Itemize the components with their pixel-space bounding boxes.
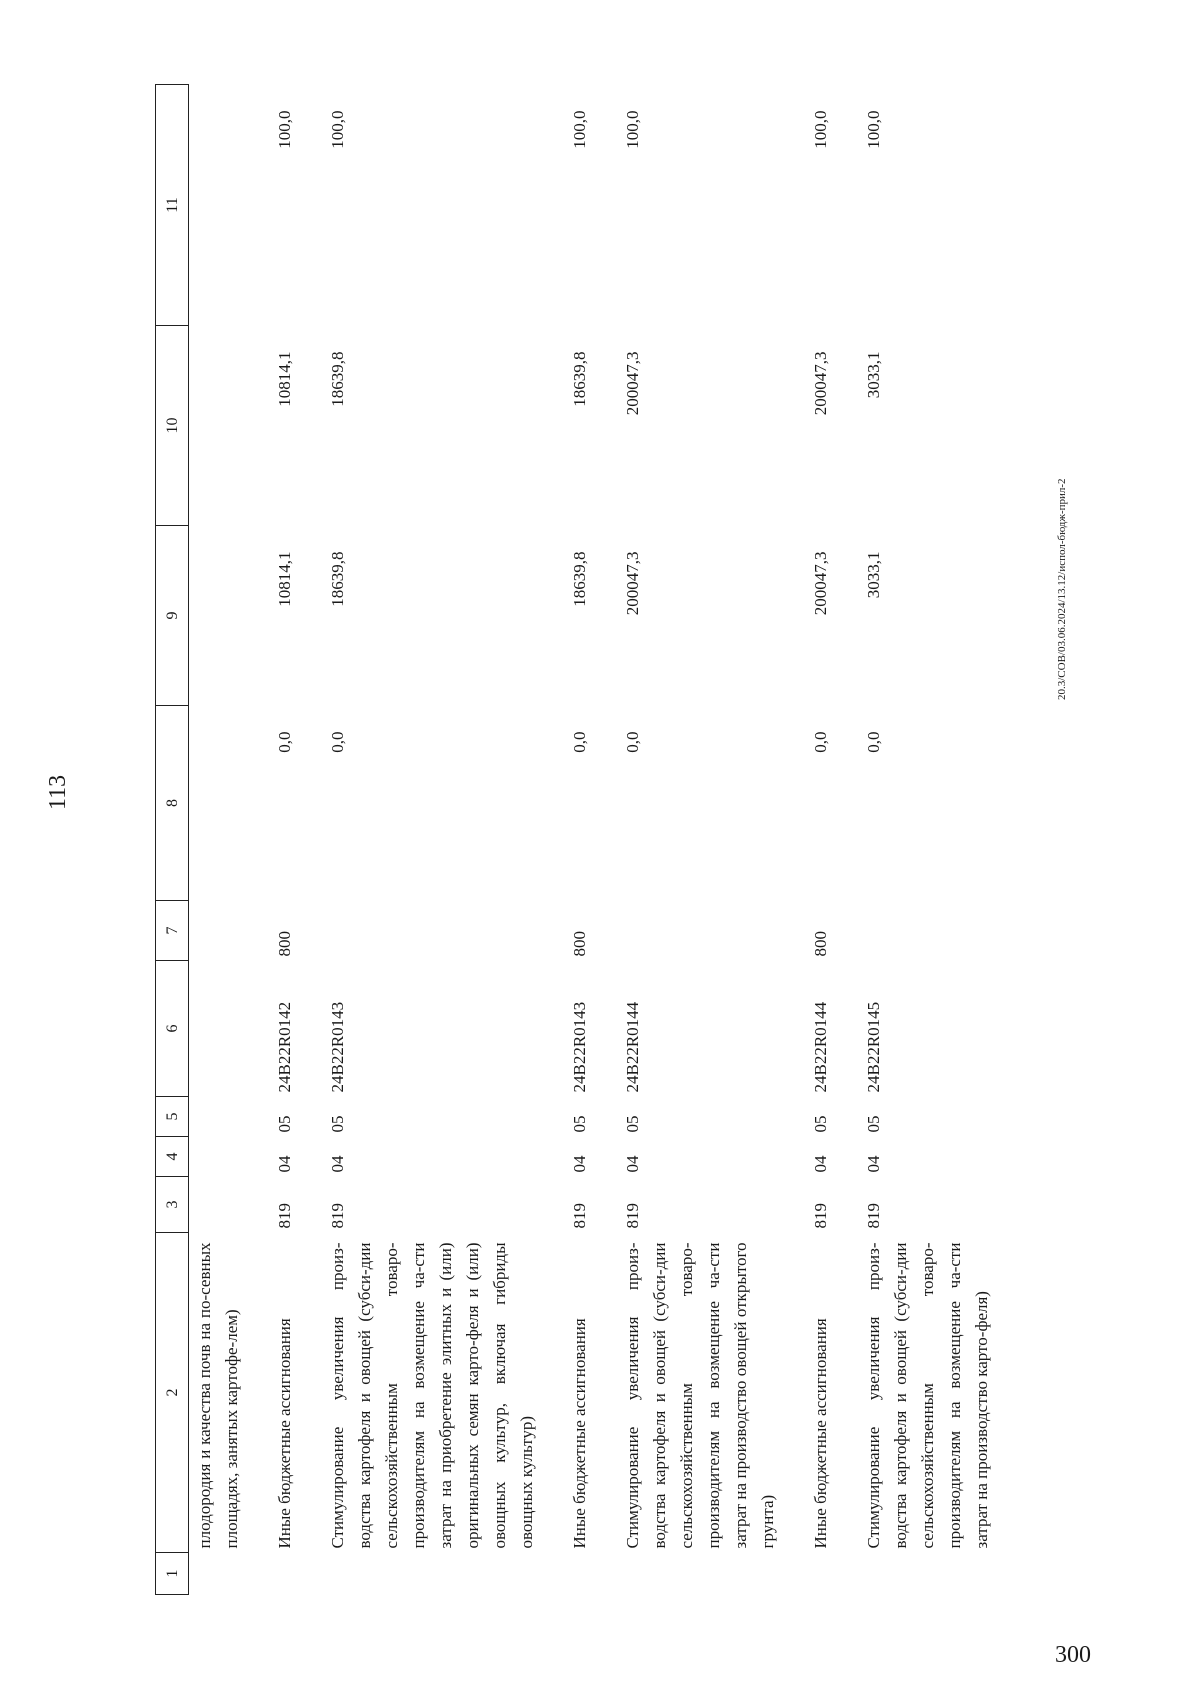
cell-pr: 05: [570, 1115, 589, 1133]
rotated-page: [45, 55, 1055, 1595]
cell-vr: [324, 901, 540, 961]
sheet-number: 300: [1055, 1642, 1091, 1668]
cell-gr: 819: [328, 1203, 347, 1229]
cell-rz: 04: [275, 1155, 294, 1173]
col-header-9: 9: [156, 526, 189, 706]
cell-vr: 800: [811, 931, 830, 957]
cell-rz: 04: [623, 1155, 642, 1173]
table-row: [860, 85, 995, 1595]
table-row: [619, 85, 781, 1595]
cell-rz: 04: [864, 1155, 883, 1173]
cell-value-9: 200047,3: [623, 551, 642, 616]
cell-vr: [619, 901, 781, 961]
cell-value-9: 200047,3: [811, 551, 830, 616]
cell-pr: 05: [811, 1115, 830, 1133]
col-header-3: 3: [156, 1177, 189, 1233]
row-description: Стимулирование увеличения произ-водства картофеля и овощей (субси-дии сельскохозяйственным товаро-производителям на возмещение ча-сти затрат на производство карто-феля): [864, 1242, 991, 1549]
col-header-11: 11: [156, 85, 189, 326]
cell-value-10: 18639,8: [328, 351, 347, 407]
row-description: Иные бюджетные ассигнования: [275, 1318, 294, 1549]
cell-gr: 819: [864, 1203, 883, 1229]
cell-rz: 04: [811, 1155, 830, 1173]
cell-pr: 05: [623, 1115, 642, 1133]
cell-csr: 24В22R0143: [570, 1001, 589, 1093]
cell-vr: 800: [275, 931, 294, 957]
cell-value-8: 0,0: [328, 731, 347, 753]
cell-value-11: 100,0: [864, 110, 883, 149]
col-header-2: 2: [156, 1233, 189, 1553]
cell-value-8: 0,0: [864, 731, 883, 753]
cell-pr: 05: [275, 1115, 294, 1133]
row-description: Иные бюджетные ассигнования: [811, 1318, 830, 1549]
cell-value-10: 200047,3: [623, 351, 642, 416]
cell-gr: 819: [275, 1203, 294, 1229]
cell-gr: 819: [570, 1203, 589, 1229]
table-row: [324, 85, 540, 1595]
table-row: [271, 85, 298, 1595]
col-header-1: 1: [156, 1553, 189, 1595]
cell-vr: 800: [570, 931, 589, 957]
cell-csr: 24В22R0143: [328, 1001, 347, 1093]
cell-value-11: 100,0: [623, 110, 642, 149]
row-description: Иные бюджетные ассигнования: [570, 1318, 589, 1549]
col-header-8: 8: [156, 706, 189, 901]
cell-value-11: 100,0: [275, 110, 294, 149]
header-row: [156, 85, 189, 1595]
cell-value-9: 3033,1: [864, 551, 883, 599]
row-description: плодородия и качества почв на по-севных площадях, занятых картофе-лем): [195, 1242, 241, 1549]
cell-value-9: 10814,1: [275, 551, 294, 607]
row-description: Стимулирование увеличения произ-водства картофеля и овощей (субси-дии сельскохозяйственным товаро-производителям на возмещение ча-сти затрат на производство овощей открытого грунта): [623, 1242, 777, 1549]
cell-csr: 24В22R0144: [811, 1001, 830, 1093]
cell-vr: [860, 901, 995, 961]
col-header-7: 7: [156, 901, 189, 961]
cell-value-8: 0,0: [570, 731, 589, 753]
cell-value-8: 0,0: [275, 731, 294, 753]
cell-csr: 24В22R0144: [623, 1001, 642, 1093]
cell-gr: 819: [623, 1203, 642, 1229]
cell-value-11: 100,0: [328, 110, 347, 149]
budget-table: [155, 84, 995, 1595]
cell-value-11: 100,0: [570, 110, 589, 149]
cell-value-11: 100,0: [811, 110, 830, 149]
cell-rz: 04: [328, 1155, 347, 1173]
cell-value-10: 18639,8: [570, 351, 589, 407]
col-header-10: 10: [156, 326, 189, 526]
cell-rz: 04: [570, 1155, 589, 1173]
row-description: Стимулирование увеличения произ-водства картофеля и овощей (субси-дии сельскохозяйственным товаро-производителям на возмещение ча-сти затрат на приобретение элитных и (или) оригинальных семян карто-феля и (или) овощных культур, включая гибриды овощных культур): [328, 1242, 536, 1549]
table-row: [566, 85, 593, 1595]
cell-value-10: 3033,1: [864, 351, 883, 399]
cell-value-10: 10814,1: [275, 351, 294, 407]
cell-csr: 24В22R0145: [864, 1001, 883, 1093]
cell-value-8: 0,0: [811, 731, 830, 753]
table-row: [807, 85, 834, 1595]
page-number: 113: [45, 774, 71, 810]
cell-value-9: 18639,8: [328, 551, 347, 607]
cell-value-9: 18639,8: [570, 551, 589, 607]
cell-value-8: 0,0: [623, 731, 642, 753]
col-header-6: 6: [156, 961, 189, 1097]
col-header-4: 4: [156, 1137, 189, 1177]
col-header-5: 5: [156, 1097, 189, 1137]
cell-gr: 819: [811, 1203, 830, 1229]
cell-pr: 05: [864, 1115, 883, 1133]
cell-csr: 24В22R0142: [275, 1001, 294, 1093]
document-reference: 20.3/СОВ/03.06.2024/13.12/испол-бюдж-прил-2: [1056, 478, 1068, 700]
cell-value-10: 200047,3: [811, 351, 830, 416]
cell-pr: 05: [328, 1115, 347, 1133]
table-row: [189, 85, 246, 1595]
